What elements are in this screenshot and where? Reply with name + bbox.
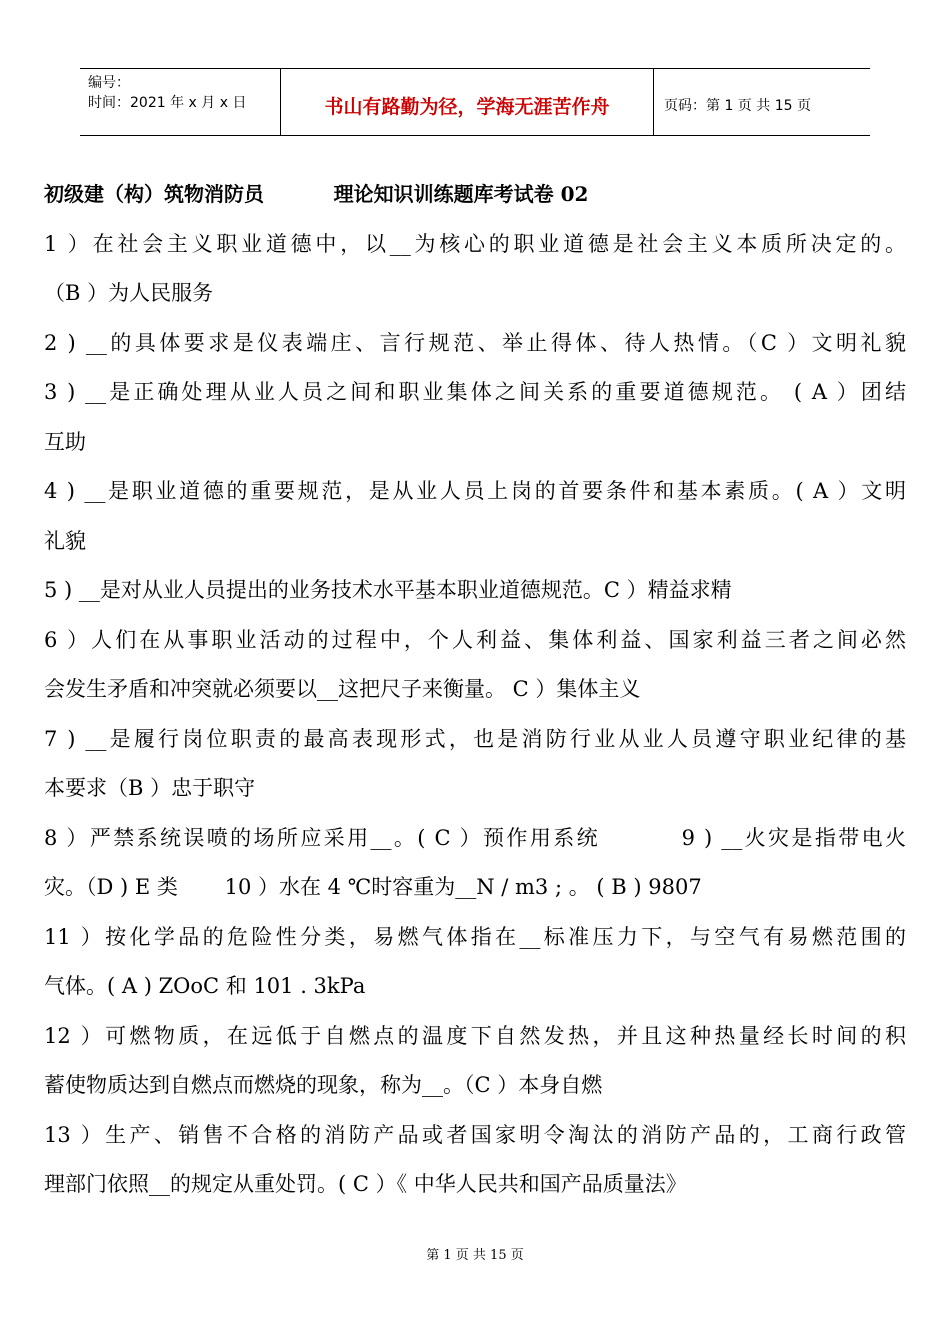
text-line: 5 ) __是对从业人员提出的业务技术水平基本职业道德规范。C ）精益求精 (44, 578, 732, 602)
text-line: （B ）为人民服务 (44, 281, 214, 305)
document-title: 初级建（构）筑物消防员 理论知识训练题库考试卷 02 (44, 182, 589, 206)
header-meta (80, 69, 280, 135)
text-line: 理部门依照__的规定从重处罚。( C ）《 中华人民共和国产品质量法》 (44, 1172, 687, 1196)
header-motto: 书山有路勤为径，学海无涯苦作舟 (280, 69, 654, 135)
text-line: 礼貌 (44, 528, 86, 553)
text-line: 2 ) __的具体要求是仪表端庄、言行规范、举止得体、待人热情。（C ）文明礼貌 (44, 330, 906, 355)
document-body (44, 170, 906, 1210)
text-line: 6 ）人们在从事职业活动的过程中，个人利益、集体利益、国家利益三者之间必然 (44, 627, 906, 652)
text-line: 1 ）在社会主义职业道德中，以__为核心的职业道德是社会主义本质所决定的。 (44, 231, 906, 256)
text-line: 11 ）按化学品的危险性分类，易燃气体指在__标准压力下，与空气有易燃范围的 (44, 924, 906, 949)
text-line: 互助 (44, 429, 86, 454)
page-header (80, 68, 870, 136)
text-line: 本要求（B ）忠于职守 (44, 776, 256, 800)
text-line: 灾。（D ) E 类 10 ）水在 4 ℃时容重为__N / m3 ; 。 ( B ) 9807 (44, 875, 702, 899)
text-line: 13 ）生产、销售不合格的消防产品或者国家明令淘汰的消防产品的，工商行政管 (44, 1122, 906, 1147)
text-line: 气体。( A ) ZOoC 和 101 . 3kPa (44, 974, 366, 998)
header-page-info: 页码：第 1 页 共 15 页 (664, 98, 811, 114)
document-number-label: 编号： (88, 75, 130, 91)
text-line: 蓄使物质达到自燃点而燃烧的现象，称为__。（C ）本身自燃 (44, 1073, 603, 1097)
page-footer: 第 1 页 共 15 页 (426, 1248, 524, 1263)
text-line: 3 ) __是正确处理从业人员之间和职业集体之间关系的重要道德规范。 ( A ）团结 (44, 380, 906, 404)
text-line: 7 ) __是履行岗位职责的最高表现形式，也是消防行业从业人员遵守职业纪律的基 (44, 726, 906, 751)
text-line: 4 ) __是职业道德的重要规范，是从业人员上岗的首要条件和基本素质。( A ）文明 (44, 479, 906, 503)
text-line: 8 ）严禁系统误喷的场所应采用__。( C ）预作用系统 9 ) __火灾是指带电火 (44, 825, 906, 850)
text-line: 会发生矛盾和冲突就必须要以__这把尺子来衡量。 C ）集体主义 (44, 677, 641, 701)
document-date: 时间：2021 年 x 月 x 日 (88, 95, 247, 111)
text-line: 12 ）可燃物质，在远低于自燃点的温度下自然发热，并且这种热量经长时间的积 (44, 1023, 906, 1048)
